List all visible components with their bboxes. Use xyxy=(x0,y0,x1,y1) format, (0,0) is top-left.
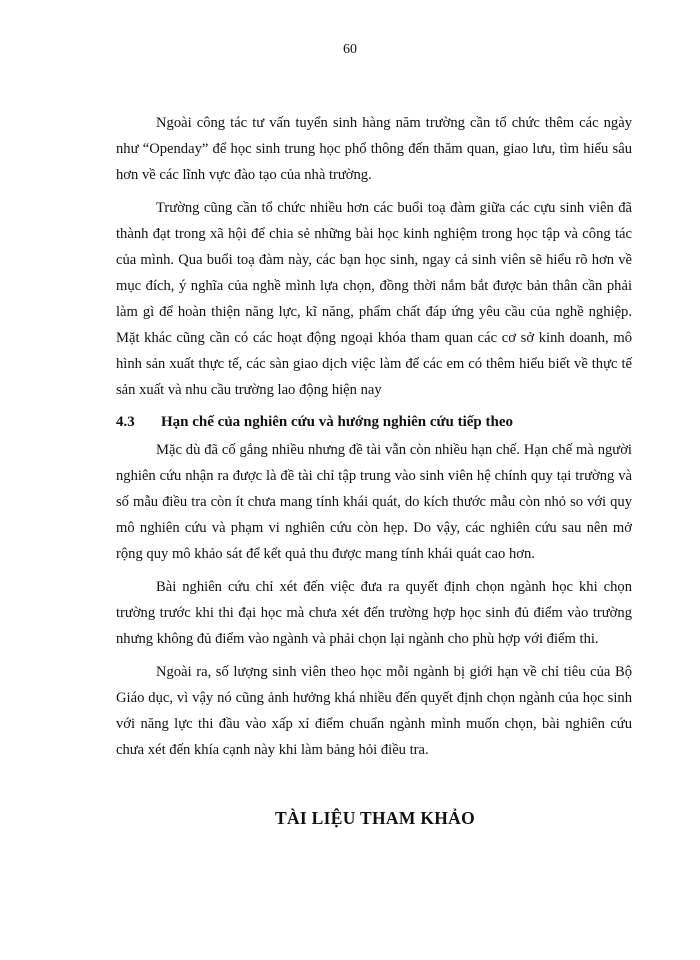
paragraph-limitations: Mặc dù đã cố gắng nhiều nhưng đề tài vẫn còn nhiều hạn chế. Hạn chế mà người nghiên cứu nhận ra được là đề tài chỉ tập trung vào sinh viên hệ chính quy tại trường và số mẫu điều tra còn ít chưa mang tính khái quát, do kích thước mẫu còn nhỏ so với quy mô nghiên cứu và phạm vi nghiên cứu còn hẹp. Do vậy, các nghiên cứu sau nên mở rộng quy mô khảo sát để kết quả thu được mang tính khái quát cao hơn. xyxy=(116,442,632,562)
paragraph-alumni-seminars: Trường cũng cần tổ chức nhiều hơn các buổi toạ đàm giữa các cựu sinh viên đã thành đạt trong xã hội để chia sẻ những bài học kinh nghiệm trong học tập và công tác của mình. Qua buổi toạ đàm này, các bạn học sinh, ngay cả sinh viên sẽ hiểu rõ hơn về mục đích, ý nghĩa của nghề mình lựa chọn, đồng thời nắm bắt được bản thân cần phải làm gì để hoàn thiện năng lực, kĩ năng, phẩm chất đáp ứng yêu cầu của nghề nghiệp. Mặt khác cũng cần có các hoạt động ngoại khóa tham quan các cơ sở kinh doanh, mô hình sản xuất thực tế, các sàn giao dịch việc làm để các em có thêm hiểu biết về thực tế sản xuất và nhu cầu trường lao động hiện nay xyxy=(116,200,632,398)
page-number: 60 xyxy=(343,42,357,57)
body-text xyxy=(116,110,632,770)
paragraph-openday: Ngoài công tác tư vấn tuyển sinh hàng năm trường cần tổ chức thêm các ngày như “Openday” để học sinh trung học phổ thông đến thăm quan, giao lưu, tìm hiểu sâu hơn về các lĩnh vực đào tạo của nhà trường. xyxy=(116,115,632,183)
paragraph-quota: Ngoài ra, số lượng sinh viên theo học mỗi ngành bị giới hạn về chỉ tiêu của Bộ Giáo dục, vì vậy nó cũng ảnh hưởng khá nhiều đến quyết định chọn ngành của học sinh với năng lực thi đầu vào xấp xỉ điểm chuẩn ngành mình muốn chọn, bài nghiên cứu chưa xét đến khía cạnh này khi làm bảng hỏi điều tra. xyxy=(116,664,632,758)
section-title: Hạn chế của nghiên cứu và hướng nghiên cứu tiếp theo xyxy=(161,414,514,430)
references-heading: TÀI LIỆU THAM KHẢO xyxy=(274,808,476,828)
section-number: 4.3 xyxy=(116,414,135,430)
paragraph-scope: Bài nghiên cứu chỉ xét đến việc đưa ra quyết định chọn ngành học khi chọn trường trước khi thi đại học mà chưa xét đến trường hợp học sinh đủ điểm vào trường nhưng không đủ điểm vào ngành và phải chọn lại ngành cho phù hợp với điểm thi. xyxy=(116,579,632,647)
section-heading xyxy=(116,409,632,435)
